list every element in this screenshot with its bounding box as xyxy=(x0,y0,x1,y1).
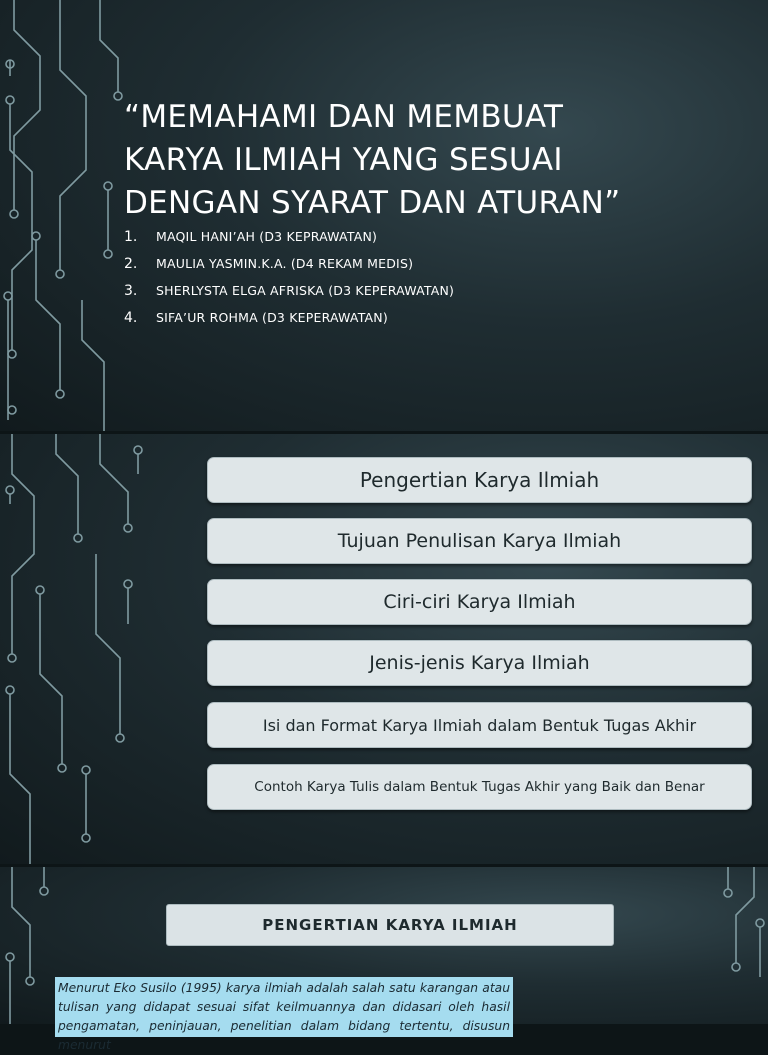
circuit-decoration xyxy=(0,434,150,864)
author-name: MAULIA YASMIN.K.A. (D4 REKAM MEDIS) xyxy=(156,256,414,271)
author-item xyxy=(124,229,454,256)
author-name: SHERLYSTA ELGA AFRISKA (D3 KEPERAWATAN) xyxy=(156,283,455,298)
title-slide xyxy=(0,0,768,431)
slide-title xyxy=(124,96,724,225)
toc-item-label: Pengertian Karya Ilmiah xyxy=(359,468,600,492)
toc-item-label: Tujuan Penulisan Karya Ilmiah xyxy=(337,530,622,552)
author-number: 2. xyxy=(124,256,138,272)
toc-item-isi-format[interactable] xyxy=(207,702,752,748)
author-list xyxy=(124,229,454,337)
title-line: DENGAN SYARAT DAN ATURAN” xyxy=(124,185,621,221)
toc-item-jenis[interactable] xyxy=(207,640,752,686)
toc-item-label: Jenis-jenis Karya Ilmiah xyxy=(369,652,590,674)
author-name: MAQIL HANI’AH (D3 KEPRAWATAN) xyxy=(156,229,378,244)
contents-slide xyxy=(0,434,768,864)
definition-text-box xyxy=(55,977,513,1052)
author-item xyxy=(124,256,454,283)
section-heading-box xyxy=(166,904,614,946)
author-item xyxy=(124,283,454,310)
circuit-decoration xyxy=(0,0,130,431)
definition-text: Menurut Eko Susilo (1995) karya ilmiah adalah salah satu karangan atau tulisan yang didapat sesuai sifat keilmuannya dan didasari oleh hasil pengamatan, peninjauan, penelitian dalam bidang tertentu, disusun menurut xyxy=(58,981,510,1052)
author-item xyxy=(124,310,454,337)
section-heading: PENGERTIAN KARYA ILMIAH xyxy=(262,916,518,934)
title-line: KARYA ILMIAH YANG SESUAI xyxy=(124,142,563,178)
author-number: 4. xyxy=(124,310,138,326)
toc-item-contoh[interactable] xyxy=(207,764,752,810)
toc-item-pengertian[interactable] xyxy=(207,457,752,503)
toc-item-label: Ciri-ciri Karya Ilmiah xyxy=(383,591,576,613)
toc-item-label: Contoh Karya Tulis dalam Bentuk Tugas Akhir yang Baik dan Benar xyxy=(254,779,705,795)
title-line: “MEMAHAMI DAN MEMBUAT xyxy=(124,99,564,135)
author-name: SIFA’UR ROHMA (D3 KEPERAWATAN) xyxy=(156,310,388,325)
toc-item-label: Isi dan Format Karya Ilmiah dalam Bentuk Tugas Akhir xyxy=(262,715,697,735)
toc-item-tujuan[interactable] xyxy=(207,518,752,564)
toc-item-ciri-ciri[interactable] xyxy=(207,579,752,625)
definition-slide xyxy=(0,867,768,1052)
circuit-decoration xyxy=(0,867,60,1024)
author-number: 1. xyxy=(124,229,138,245)
circuit-decoration xyxy=(708,867,768,1024)
author-number: 3. xyxy=(124,283,138,299)
